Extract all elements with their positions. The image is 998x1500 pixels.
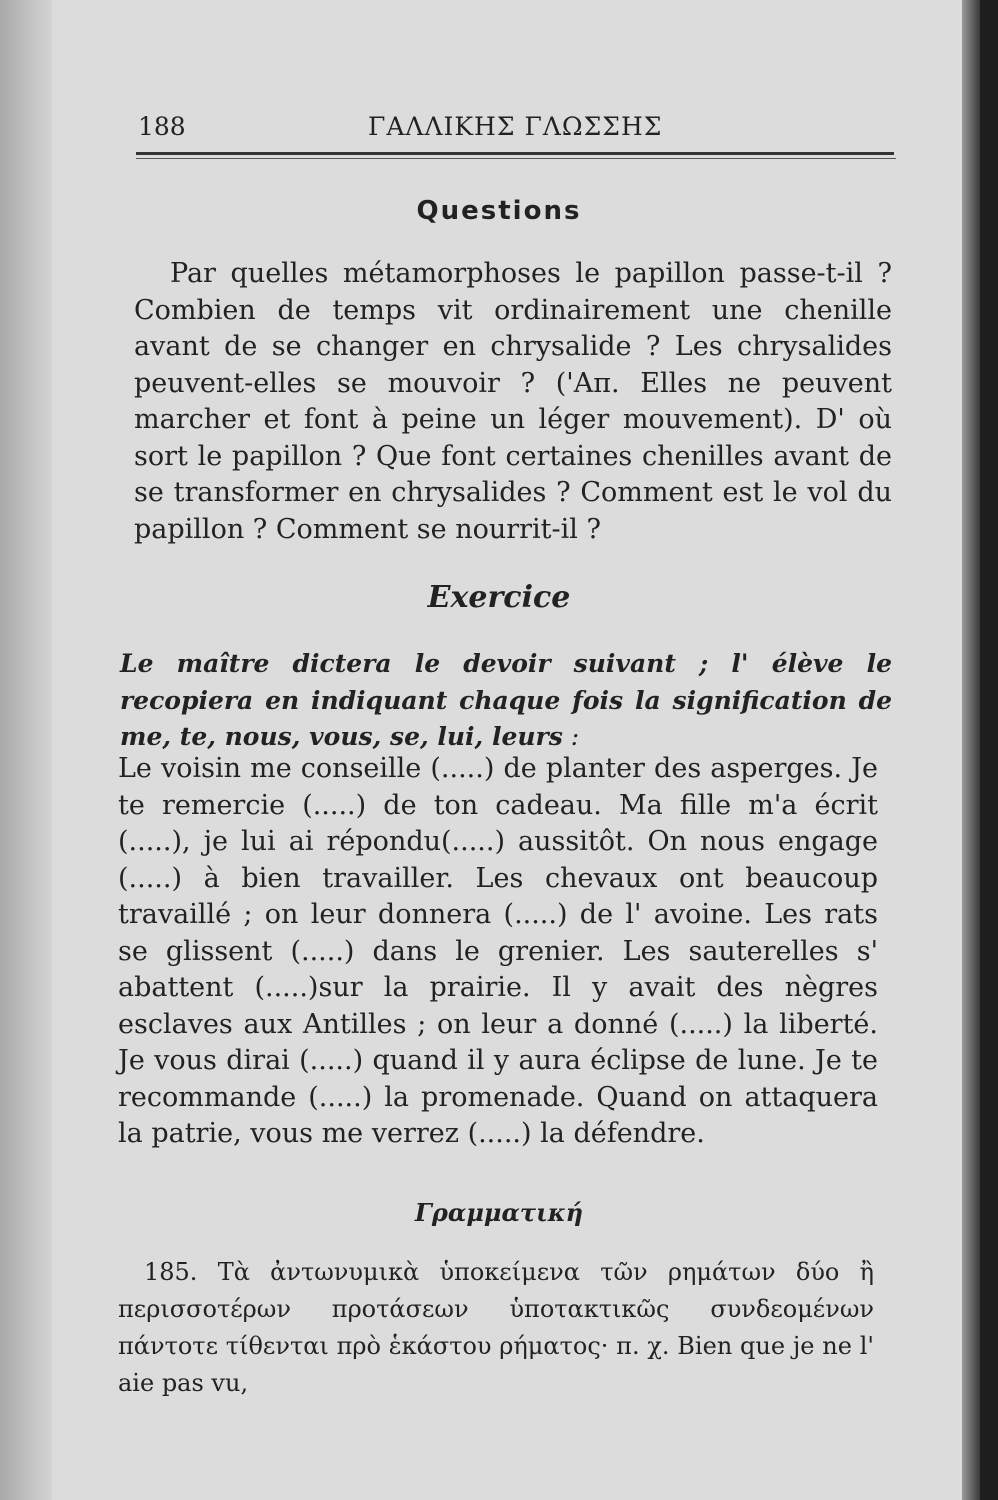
grammar-heading: Γραμματική xyxy=(414,1198,584,1227)
exercise-instructions xyxy=(120,646,892,756)
questions-heading: Questions xyxy=(416,196,582,226)
running-title: ΓΑΛΛΙΚΗΣ ΓΛΩΣΣΗΣ xyxy=(368,112,663,141)
instruction-colon: : xyxy=(562,722,580,751)
questions-paragraph: Par quelles métamorphoses le papillon passe-t-il ? Combien de temps vit ordinairement une chenille avant de se changer en chrysalide ? Les chrysalides peuvent-elles se mouvoir ? ('Απ. Elles ne peuvent marcher et font à peine un léger mouvement). D' où sort le papillon ? Que font certaines chenilles avant de se transformer en chrysalides ? Comment est le vol du papillon ? Comment se nourrit-il ? xyxy=(134,258,892,545)
exercise-paragraph: Le voisin me conseille (.....) de planter des asperges. Je te remercie (.....) de ton cadeau. Ma fille m'a écrit (.....), je lui ai répondu(.....) aussitôt. On nous engage (.....) à bien travailler. Les chevaux ont beaucoup travaillé ; on leur donnera (.....) de l' avoine. Les rats se glissent (.....) dans le grenier. Les sauterelles s' abattent (.....)sur la prairie. Il y avait des nègres esclaves aux Antilles ; on leur a donné (.....) la liberté. Je vous dirai (.....) quand il y aura éclipse de lune. Je te recommande (.....) la promenade. Quand on attaquera la patrie, vous me verrez (.....) la défendre. xyxy=(118,753,878,1149)
header-rule xyxy=(136,152,894,155)
page-header xyxy=(138,112,894,152)
header-rule-thin xyxy=(136,158,896,159)
instruction-text: Le maître dictera le devoir suivant ; l' élève le recopiera en indiquant chaque fois la signification de me, te, nous, vous, se, lui, leurs xyxy=(120,649,892,751)
grammar-paragraph: 185. Τὰ ἀντωνυμικὰ ὑποκείμενα τῶν ρημάτων δύο ἢ περισσοτέρων προτάσεων ὑποτακτικῶς συνδεομένων πάντοτε τίθενται πρὸ ἑκάστου ρήματος· π. χ. Bien que je ne l' aie pas vu, xyxy=(118,1258,874,1397)
exercice-heading: Exercice xyxy=(427,580,571,615)
page-number: 188 xyxy=(138,112,186,141)
